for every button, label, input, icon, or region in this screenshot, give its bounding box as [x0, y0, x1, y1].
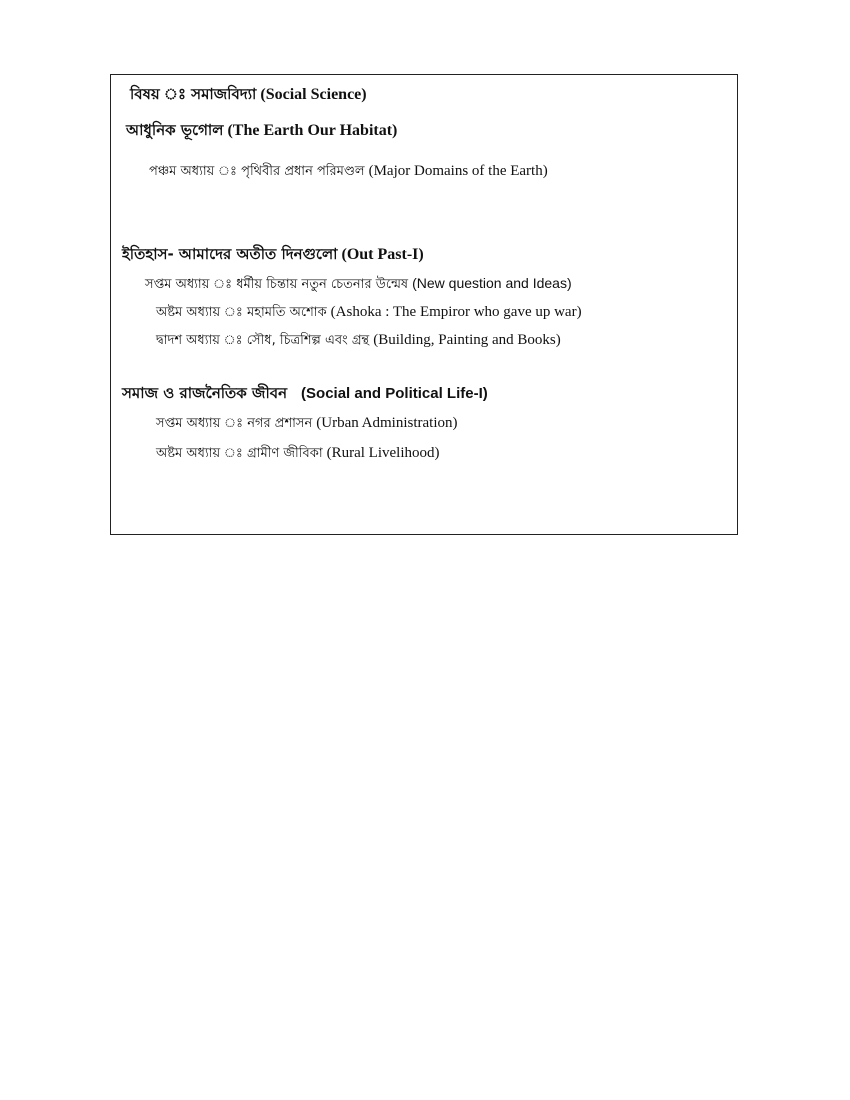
chapter-bengali: সপ্তম অধ্যায় ঃ ধর্মীয় চিন্তায় নতুন চেতনার উন্মেষ [145, 277, 409, 292]
chapter-line [149, 163, 548, 179]
chapter-english: (Rural Livelihood) [326, 445, 440, 461]
chapter-english: (Ashoka : The Empiror who gave up war) [330, 304, 582, 320]
chapter-bengali: অষ্টম অধ্যায় ঃ মহামতি অশোক [156, 305, 327, 320]
chapter-line [156, 304, 582, 320]
chapter-bengali: অষ্টম অধ্যায় ঃ গ্রামীণ জীবিকা [156, 446, 323, 461]
chapter-line [145, 276, 572, 292]
section-heading-english: (Out Past-I) [341, 246, 424, 263]
chapter-line [156, 415, 458, 431]
chapter-english: (Urban Administration) [316, 415, 458, 431]
section-heading-geography [126, 123, 397, 139]
chapter-bengali: সপ্তম অধ্যায় ঃ নগর প্রশাসন [156, 416, 313, 431]
chapter-english: (Building, Painting and Books) [373, 332, 561, 348]
syllabus-box [110, 74, 738, 535]
chapter-bengali: দ্বাদশ অধ্যায় ঃ সৌধ, চিত্রশিল্প এবং গ্রন্থ [156, 333, 370, 348]
subject-title [130, 87, 367, 103]
section-heading-bengali: সমাজ ও রাজনৈতিক জীবন [122, 384, 288, 402]
subject-title-english: (Social Science) [260, 86, 367, 103]
section-heading-civics [122, 386, 488, 402]
chapter-english: (New question and Ideas) [412, 275, 572, 291]
chapter-line [156, 445, 439, 461]
section-heading-english: (The Earth Our Habitat) [227, 122, 398, 139]
section-heading-history [122, 247, 424, 263]
chapter-english: (Major Domains of the Earth) [368, 163, 548, 179]
subject-title-bengali: বিষয় ঃ সমাজবিদ্যা [130, 85, 257, 103]
chapter-bengali: পঞ্চম অধ্যায় ঃ পৃথিবীর প্রধান পরিমণ্ডল [149, 164, 365, 179]
section-heading-english: (Social and Political Life-I) [301, 385, 488, 402]
section-heading-bengali: আধুনিক ভূগোল [126, 121, 224, 139]
chapter-line [156, 332, 561, 348]
section-heading-bengali: ইতিহাস- আমাদের অতীত দিনগুলো [122, 245, 338, 263]
